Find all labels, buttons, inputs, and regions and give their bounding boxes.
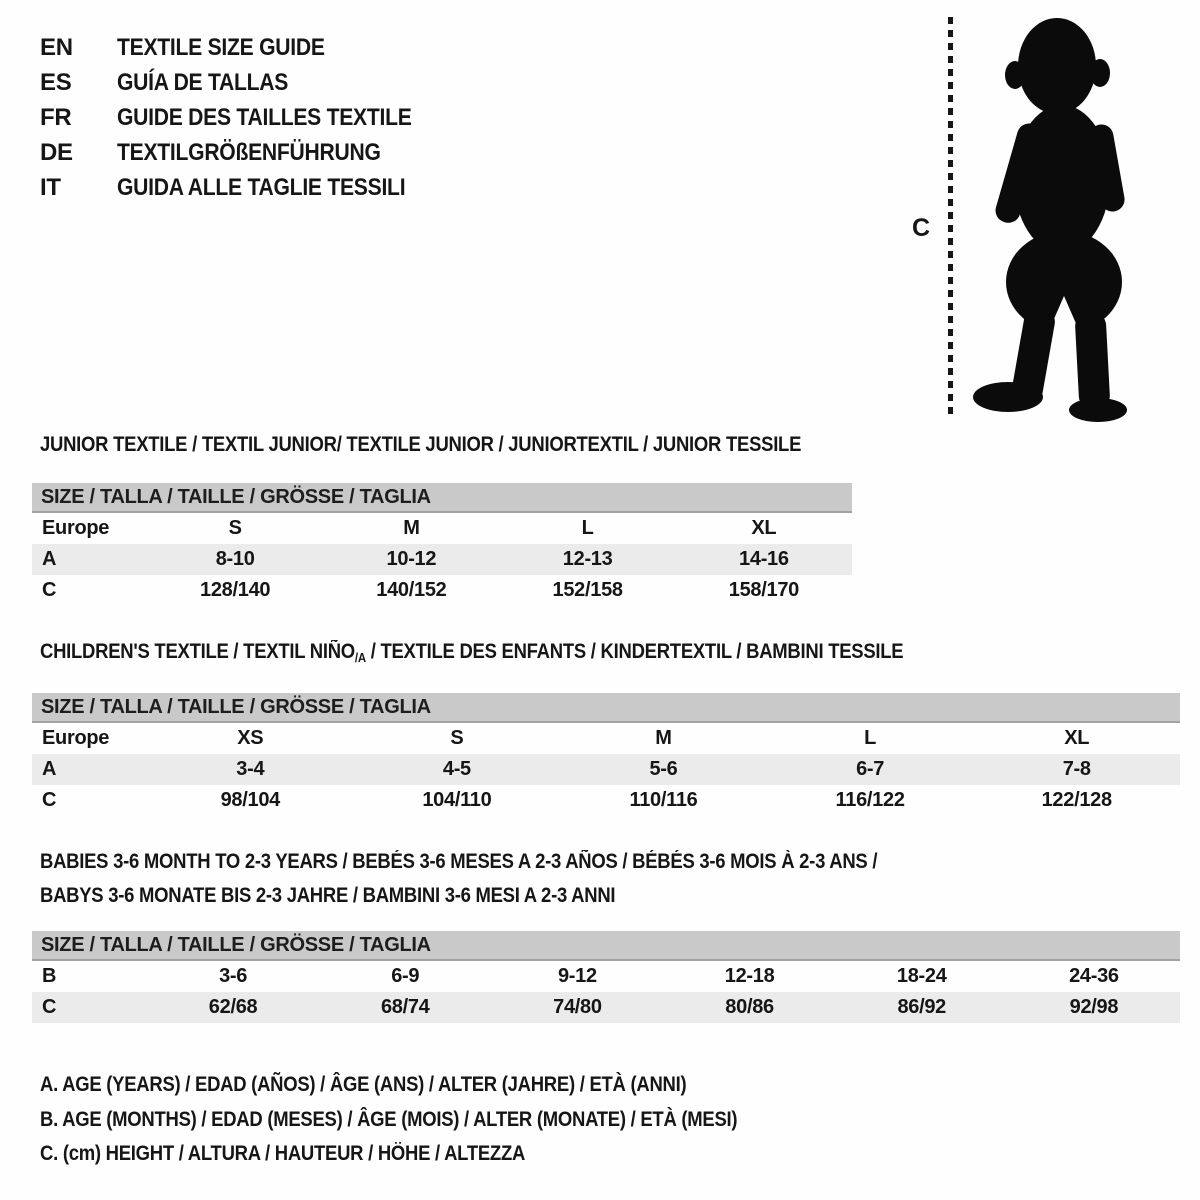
size-table-junior: [32, 483, 852, 606]
table-cell: 9-12: [557, 965, 597, 987]
junior-section-heading-text: JUNIOR TEXTILE / TEXTIL JUNIOR/ TEXTILE JUNIOR / JUNIORTEXTIL / JUNIOR TESSILE: [40, 433, 802, 456]
language-title: GUÍA DE TALLAS: [117, 68, 289, 96]
table-cell: XL: [1064, 727, 1090, 749]
junior-section-heading: [40, 433, 905, 457]
row-label: A: [42, 548, 57, 570]
footnote-a-text: A. AGE (YEARS) / EDAD (AÑOS) / ÂGE (ANS) / ALTER (JAHRE) / ETÀ (ANNI): [40, 1073, 687, 1097]
language-row: [40, 65, 452, 100]
row-label: C: [42, 579, 57, 601]
table-cell: 122/128: [1041, 789, 1112, 811]
table-cell: 116/122: [835, 789, 905, 811]
table-cell: S: [450, 727, 464, 749]
table-cell: 10-12: [386, 548, 437, 570]
children-section-heading-text: [40, 640, 903, 665]
footnote-b: [40, 1103, 832, 1138]
table-row: [32, 992, 1180, 1023]
table-cell: 86/92: [897, 996, 947, 1018]
footnote-c: [40, 1137, 832, 1172]
table-cell: 18-24: [896, 965, 947, 987]
language-code: IT: [40, 173, 61, 201]
silhouette-leg-right: [1074, 311, 1110, 410]
row-label: B: [42, 965, 57, 987]
row-label: C: [42, 996, 57, 1018]
language-title-list: [40, 30, 452, 205]
babies-heading-line2: BABYS 3-6 MONATE BIS 2-3 JAHRE / BAMBINI 3-6 MESI A 2-3 ANNI: [40, 884, 616, 907]
table-cell: 6-9: [391, 965, 420, 987]
footnote-a: [40, 1068, 832, 1103]
language-code: ES: [40, 68, 72, 96]
silhouette-foot-right: [1069, 398, 1127, 422]
silhouette-foot-left: [973, 382, 1043, 412]
language-row: [40, 100, 452, 135]
babies-heading-line1: BABIES 3-6 MONTH TO 2-3 YEARS / BEBÉS 3-6 MESES A 2-3 AÑOS / BÉBÉS 3-6 MOIS À 2-3 ANS /: [40, 850, 878, 873]
language-title: GUIDE DES TAILLES TEXTILE: [117, 103, 412, 131]
table-cell: 14-16: [739, 548, 789, 570]
table-cell: M: [403, 517, 420, 539]
babies-section-heading: [40, 845, 991, 913]
table-row: [32, 544, 852, 575]
size-table-header-bar: [32, 931, 1180, 961]
table-cell: 62/68: [208, 996, 258, 1018]
row-label: A: [42, 758, 57, 780]
row-label: Europe: [42, 727, 110, 749]
table-cell: 92/98: [1069, 996, 1119, 1018]
table-row: [32, 754, 1180, 785]
size-table-header-text: SIZE / TALLA / TAILLE / GRÖSSE / TAGLIA: [41, 933, 431, 956]
table-cell: M: [655, 727, 672, 749]
table-cell: L: [864, 727, 877, 749]
table-cell: 3-6: [219, 965, 248, 987]
table-cell: 104/110: [422, 789, 492, 811]
table-cell: 74/80: [553, 996, 602, 1018]
language-row: [40, 135, 452, 170]
children-heading-post: / TEXTILE DES ENFANTS / KINDERTEXTIL / BAMBINI TESSILE: [365, 640, 904, 663]
language-title: GUIDA ALLE TAGLIE TESSILI: [117, 173, 406, 201]
language-code: FR: [40, 103, 72, 131]
size-table-header-text: SIZE / TALLA / TAILLE / GRÖSSE / TAGLIA: [41, 695, 431, 718]
language-row: [40, 170, 452, 205]
table-cell: 80/86: [725, 996, 774, 1018]
language-code: EN: [40, 33, 73, 61]
language-row: [40, 30, 452, 65]
footnote-c-text: C. (cm) HEIGHT / ALTURA / HAUTEUR / HÖHE / ALTEZZA: [40, 1142, 526, 1166]
silhouette-torso: [1014, 105, 1110, 253]
table-cell: 158/170: [728, 579, 799, 601]
table-cell: S: [228, 517, 242, 539]
table-cell: 12-13: [562, 548, 613, 570]
table-cell: 5-6: [649, 758, 678, 780]
language-title: TEXTILGRÖßENFÜHRUNG: [117, 138, 381, 166]
table-cell: 68/74: [380, 996, 430, 1018]
table-cell: 128/140: [200, 579, 271, 601]
children-section-heading: [40, 640, 1021, 665]
table-cell: 6-7: [856, 758, 885, 780]
size-table-header-bar: [32, 483, 852, 513]
table-cell: 7-8: [1062, 758, 1091, 780]
children-heading-pre: CHILDREN'S TEXTILE / TEXTIL NIÑO: [40, 640, 355, 663]
row-label: Europe: [42, 517, 110, 539]
table-row: [32, 575, 852, 606]
height-measure-label: C: [912, 214, 930, 242]
table-cell: 8-10: [215, 548, 255, 570]
size-table-babies: [32, 931, 1180, 1023]
row-label: C: [42, 789, 57, 811]
toddler-silhouette: [956, 14, 1152, 424]
table-cell: 110/116: [629, 789, 698, 811]
table-cell: 24-36: [1069, 965, 1119, 987]
silhouette-head: [1018, 18, 1096, 114]
table-row: [32, 785, 1180, 816]
table-row: [32, 513, 852, 544]
size-table-children: [32, 693, 1180, 816]
table-cell: XS: [237, 727, 264, 749]
table-cell: 4-5: [442, 758, 471, 780]
table-cell: XL: [751, 517, 777, 539]
table-cell: L: [581, 517, 594, 539]
size-table-header-text: SIZE / TALLA / TAILLE / GRÖSSE / TAGLIA: [41, 485, 431, 508]
table-cell: 12-18: [724, 965, 775, 987]
table-cell: 98/104: [220, 789, 280, 811]
table-row: [32, 961, 1180, 992]
footnote-b-text: B. AGE (MONTHS) / EDAD (MESES) / ÂGE (MOIS) / ALTER (MONATE) / ETÀ (MESI): [40, 1107, 738, 1131]
table-cell: 140/152: [376, 579, 447, 601]
table-row: [32, 723, 1180, 754]
footnote-list: [40, 1068, 832, 1172]
language-title: TEXTILE SIZE GUIDE: [117, 33, 325, 61]
language-code: DE: [40, 138, 73, 166]
table-cell: 3-4: [236, 758, 265, 780]
dashed-height-line: [948, 17, 953, 417]
table-cell: 152/158: [552, 579, 623, 601]
children-heading-sub: /A: [354, 650, 366, 665]
size-table-header-bar: [32, 693, 1180, 723]
